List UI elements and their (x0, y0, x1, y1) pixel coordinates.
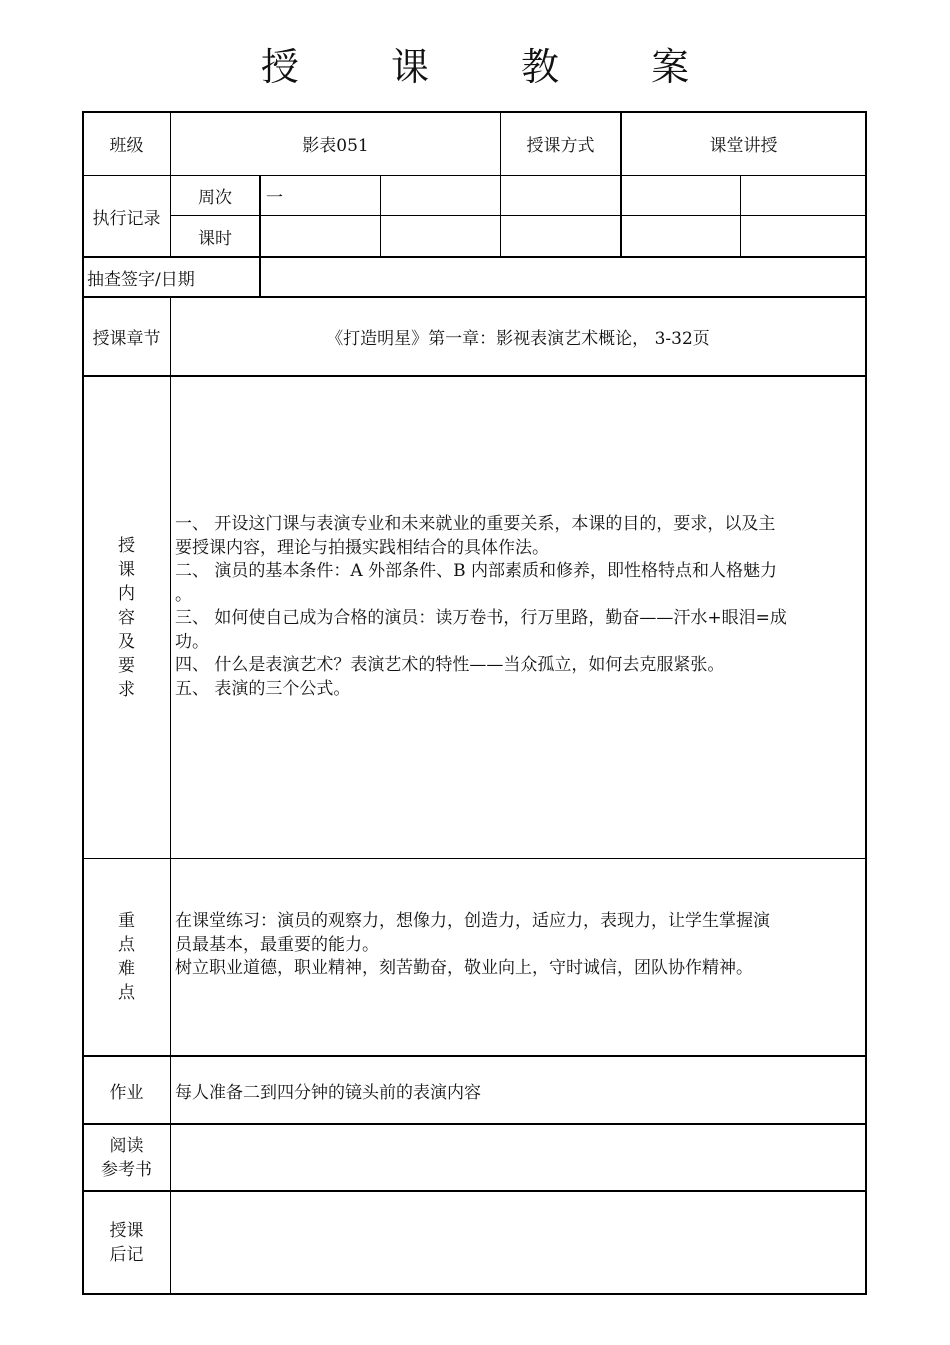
class-value: 影表051 (302, 136, 369, 156)
week-label: 周次 (198, 188, 232, 208)
key-label-char: 重 (118, 911, 135, 931)
key-line: 树立职业道德，职业精神，刻苦勤奋，敬业向上，守时诚信，团队协作精神。 (175, 958, 753, 978)
content-label (83, 377, 170, 858)
key-label-char: 点 (118, 983, 135, 1003)
content-label-char: 求 (118, 679, 135, 700)
key-label-char: 难 (118, 959, 135, 979)
notes-label-line: 后记 (109, 1244, 144, 1265)
content-line: 三、 如何使自己成为合格的演员：读万卷书，行万里路，勤奋——汗水+眼泪=成 (175, 608, 787, 628)
teaching-method-value: 课堂讲授 (709, 136, 778, 156)
content-line: 五、 表演的三个公式。 (175, 678, 351, 699)
key-points-label (83, 859, 170, 1055)
homework-label: 作业 (109, 1082, 144, 1103)
key-line: 员最基本，最重要的能力。 (175, 934, 379, 955)
reading-label (83, 1125, 170, 1190)
page-title: 授 课 教 案 (260, 45, 730, 89)
content-text (175, 513, 863, 701)
teaching-method-label: 授课方式 (526, 136, 595, 156)
content-line: 。 (175, 584, 192, 605)
content-label-char: 要 (118, 655, 135, 676)
content-line: 一、 开设这门课与表演专业和未来就业的重要关系，本课的目的，要求，以及主 (175, 514, 776, 534)
content-line: 二、 演员的基本条件：A 外部条件、B 内部素质和修养，即性格特点和人格魅力 (175, 561, 777, 581)
week-value: 一 (266, 188, 283, 208)
chapter-label: 授课章节 (92, 329, 161, 349)
homework-value: 每人准备二到四分钟的镜头前的表演内容 (175, 1082, 481, 1103)
key-label-char: 点 (118, 935, 135, 955)
content-label-char: 容 (118, 607, 135, 628)
key-points-text (175, 910, 863, 981)
reading-label-line: 阅读 (109, 1135, 144, 1156)
hours-label: 课时 (198, 228, 232, 249)
execution-record-label: 执行记录 (92, 208, 161, 229)
class-label: 班级 (109, 136, 144, 156)
content-label-char: 内 (118, 583, 135, 604)
content-label-char: 及 (118, 631, 135, 652)
notes-label-line: 授课 (109, 1220, 144, 1241)
content-label-char: 授 (118, 535, 135, 556)
post-lesson-notes-label (83, 1192, 170, 1293)
content-line: 功。 (175, 631, 209, 652)
spot-check-label: 抽查签字/日期 (87, 269, 195, 290)
reading-label-line: 参考书 (101, 1159, 152, 1180)
content-line: 四、 什么是表演艺术？表演艺术的特性——当众孤立，如何去克服紧张。 (175, 655, 725, 675)
content-line: 要授课内容，理论与拍摄实践相结合的具体作法。 (175, 537, 549, 558)
chapter-value: 《打造明星》第一章：影视表演艺术概论， 3-32页 (326, 329, 710, 349)
key-line: 在课堂练习：演员的观察力，想像力，创造力，适应力，表现力，让学生掌握演 (175, 911, 770, 931)
content-label-char: 课 (118, 559, 135, 580)
